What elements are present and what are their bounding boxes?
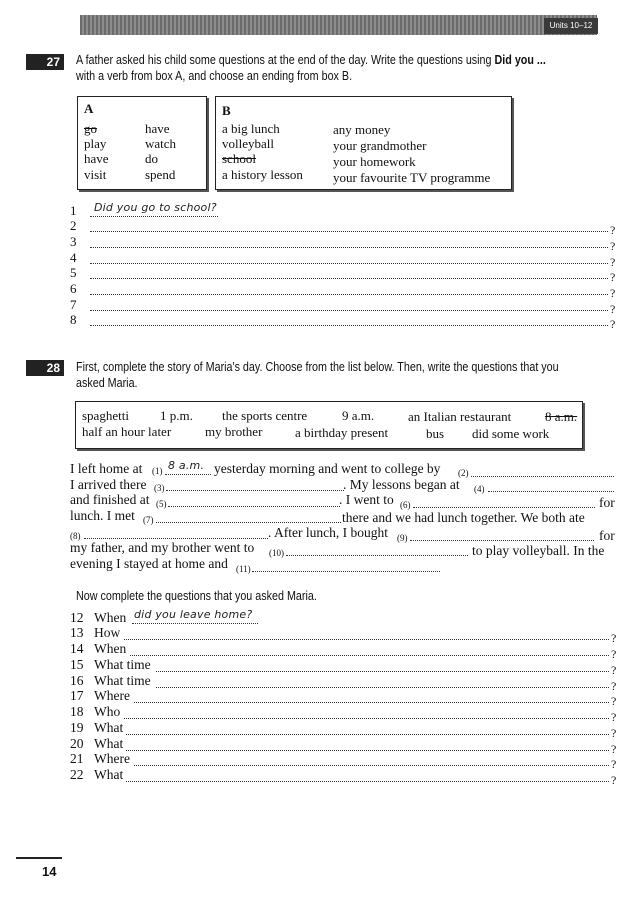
question-word: What time [94,673,151,688]
word-list-item: 8 a.m. [545,409,578,424]
question-mark: ? [610,302,616,316]
gap-marker: (5) [156,499,167,509]
exercise-28-instruction [76,359,626,391]
answer-line[interactable] [90,325,608,326]
question-mark: ? [610,239,616,253]
answer-line[interactable] [130,655,609,656]
question-mark: ? [611,679,617,693]
answer-line[interactable] [126,781,609,782]
now-complete-instruction: Now complete the questions that you asked Maria. [76,589,317,603]
word-list-item: an Italian restaurant [408,409,512,424]
answer-line[interactable] [90,310,608,311]
word-list-item: spaghetti [82,408,129,423]
box-a-item: watch [145,136,177,151]
story-text: lunch. I met [70,508,135,523]
handwritten-answer: Did you go to school? [94,201,217,214]
word-list-item: 9 a.m. [342,408,375,423]
answer-line[interactable] [156,671,609,672]
gap-marker: (9) [397,533,408,543]
answer-line[interactable] [90,263,608,264]
question-word: When [94,610,127,625]
question-mark: ? [611,663,617,677]
gap-marker: (4) [474,484,485,494]
gap-line[interactable] [166,490,344,491]
line-number: 1 [70,203,77,218]
story-text: and finished at [70,492,150,507]
gap-marker: (2) [458,468,469,478]
box-b-item: your grandmother [333,138,427,153]
word-list-item: half an hour later [82,424,172,439]
units-label: Units 10–12 [544,18,598,34]
question-mark: ? [611,773,617,787]
question-mark: ? [610,255,616,269]
story-text: for [599,495,615,510]
word-list-item: a birthday present [295,425,389,440]
question-number: 13 [70,625,84,640]
gap-line [165,474,211,475]
box-b-item: a history lesson [222,167,303,182]
question-word: Where [94,688,130,703]
handwritten-answer: did you leave home? [134,608,253,621]
story-text: evening I stayed at home and [70,556,228,571]
question-number: 21 [70,751,84,766]
gap-line[interactable] [252,571,440,572]
story-text: . After lunch, I bought [268,525,388,540]
word-list-item: the sports centre [222,408,308,423]
footer-rule [16,857,62,859]
line-number: 5 [70,265,77,280]
word-list-item: my brother [205,424,263,439]
answer-line[interactable] [124,639,609,640]
word-list-item: 1 p.m. [160,408,193,423]
gap-marker: (10) [269,548,284,558]
question-number: 18 [70,704,84,719]
gap-marker: (11) [236,564,251,574]
box-b-item: a big lunch [222,121,280,136]
answer-line [90,216,218,217]
question-number: 14 [70,641,84,656]
box-b-item: your favourite TV programme [333,170,491,185]
answer-line[interactable] [156,687,609,688]
question-number: 22 [70,767,84,782]
instruction-bold: Did you ... [494,53,546,67]
instruction-text-2: with a verb from box A, and choose an ending from box B. [76,69,353,83]
instruction-text: First, complete the story of Maria's day. Choose from the list below. Then, write the questions that you [76,360,559,374]
word-list-item: bus [426,426,445,441]
answer-line[interactable] [134,765,609,766]
question-number: 19 [70,720,84,735]
question-number: 20 [70,736,84,751]
handwritten-answer: 8 a.m. [168,459,205,472]
box-a-item: have [84,151,109,166]
question-word: Where [94,751,130,766]
gap-marker: (1) [152,466,163,476]
question-word: How [94,625,121,640]
line-number: 4 [70,250,77,265]
question-mark: ? [611,694,617,708]
instruction-text: A father asked his child some questions at the end of the day. Write the questions using [76,53,495,67]
gap-line[interactable] [156,522,341,523]
line-number: 2 [70,218,77,233]
line-number: 3 [70,234,77,249]
story-text: I left home at [70,461,143,476]
question-mark: ? [610,223,616,237]
question-word: What [94,720,124,735]
line-number: 8 [70,312,77,327]
box-a-item: play [84,136,107,151]
exercise-27-number: 27 [26,54,64,70]
line-number: 7 [70,297,77,312]
question-number: 16 [70,673,84,688]
page-number: 14 [42,864,57,879]
gap-line[interactable] [84,538,268,539]
story-text: there and we had lunch together. We both ate [342,510,585,525]
question-number: 12 [70,610,84,625]
story-text: yesterday morning and went to college by [214,461,441,476]
gap-line[interactable] [471,476,614,477]
answer-line[interactable] [124,718,609,719]
box-b-item: school [222,151,256,166]
answer-line[interactable] [90,247,608,248]
story-text: . I went to [339,492,394,507]
gap-line[interactable] [410,540,594,541]
question-word: What time [94,657,151,672]
question-number: 15 [70,657,84,672]
answer-line [132,623,258,624]
box-b-title: B [222,103,231,118]
question-word: Who [94,704,121,719]
question-number: 17 [70,688,84,703]
gap-marker: (8) [70,531,81,541]
story-text: for [599,528,615,543]
gap-line[interactable] [286,555,468,556]
question-mark: ? [611,742,617,756]
gap-marker: (3) [154,483,165,493]
story-text: to play volleyball. In the [472,543,605,558]
question-mark: ? [610,270,616,284]
answer-line[interactable] [90,294,608,295]
story-text: my father, and my brother went to [70,540,255,555]
question-mark: ? [611,710,617,724]
question-mark: ? [610,317,616,331]
answer-line[interactable] [126,734,609,735]
question-mark: ? [611,647,617,661]
box-b-item: any money [333,122,391,137]
question-mark: ? [611,726,617,740]
gap-line[interactable] [413,507,595,508]
question-word: What [94,736,124,751]
story-text: . My lessons began at [343,477,460,492]
exercise-28-number: 28 [26,360,64,376]
gap-line[interactable] [168,506,340,507]
gap-line[interactable] [488,491,614,492]
question-mark: ? [611,757,617,771]
box-b-item: volleyball [222,136,274,151]
header-banner [80,15,597,35]
word-list-item: did some work [472,426,550,441]
question-word: When [94,641,127,656]
box-b-item: your homework [333,154,416,169]
story-text: I arrived there [70,477,147,492]
question-mark: ? [611,631,617,645]
answer-line[interactable] [134,702,609,703]
exercise-27-instruction [76,52,626,84]
box-a-item: do [145,151,158,166]
gap-marker: (7) [143,515,154,525]
answer-line[interactable] [90,231,608,232]
gap-marker: (6) [400,500,411,510]
box-a-item: have [145,121,170,136]
answer-line[interactable] [126,750,609,751]
instruction-text-2: asked Maria. [76,376,138,390]
box-a-item: spend [145,167,176,182]
question-mark: ? [610,286,616,300]
answer-line[interactable] [90,278,608,279]
question-word: What [94,767,124,782]
box-a-item: go [84,121,97,136]
box-a-title: A [84,101,94,116]
line-number: 6 [70,281,77,296]
box-a-item: visit [84,167,107,182]
